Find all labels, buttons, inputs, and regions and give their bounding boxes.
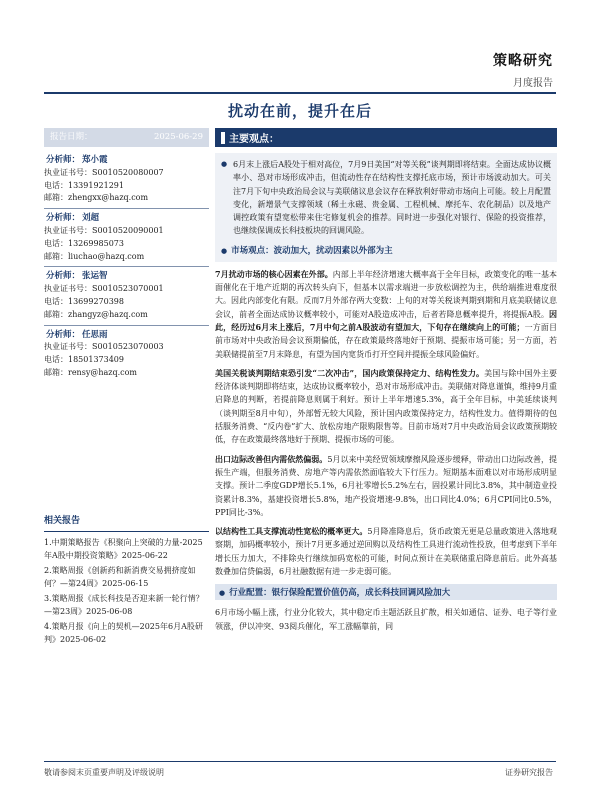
report-date-bar — [44, 128, 209, 147]
paragraph: 出口边际改善但内需依然偏弱。5月以来中美经贸领域摩擦风险逐步缓释，带动出口边际改善，提振生产端，但服务消费、房地产等内需依然面临较大下行压力。短期基本面难以对市场形成明显支撑。预计二季度GDP增长5.1%，6月社零增长5.2%左右，固投累计同比3.8%，其中制造业投资累计8.3%，基建投资增长5.8%，地产投资增速-9.8%，出口同比4.0%；6月CPI同比0.5%，PPI同比-3%。 — [215, 453, 558, 517]
related-report-item[interactable]: 3.策略周报《成长科技是否迎来新一轮行情？—第23周》2025-06-08 — [44, 594, 204, 616]
summary-text: ● 6月末上涨后A股处于相对高位，7月9日美国“对等关税”谈判期即将结束。全面达成协议概率小、恐对市场形成冲击，但流动性存在结构性支撑托底市场，预计市场波动加大。可关注7月下旬中央政治局会议与美联储议息会议存在释放利好带动市场向上可能。较上月配置变化，新增景气支撑领域（稀土永磁、贵金属、工程机械、摩托车、农化制品）以及地产调控政策有望宽松带来住宅修复机会的推荐。同时进一步强化对银行、保险的投资推荐，也继续保调成长科技板块的回调风险。 — [221, 158, 551, 238]
related-report-item[interactable]: 4.策略月报《向上的契机—2025年6月A股研判》2025-06-02 — [44, 622, 203, 644]
analyst-card — [44, 270, 209, 321]
main-content — [215, 128, 557, 633]
related-reports — [44, 515, 209, 648]
main-points-title: 主要观点： — [229, 134, 279, 145]
main-points-bar — [215, 128, 557, 147]
related-report-item[interactable]: 1.中期策略报告《积聚向上突破的力量-2025年A股中期投资策略》2025-06-22 — [44, 538, 203, 560]
summary-box — [215, 153, 557, 262]
paragraph-lead: 出口边际改善但内需依然偏弱。 — [215, 453, 328, 464]
paragraph: 美国关税谈判期结束恐引发“二次冲击”，国内政策保持定力、结构性发力。美国与除中国外主要经济体谈判期即将结束，达成协议概率较小，恐对市场形成冲击。美联储对降息谨慎，维持9月重启降息的判断，若提前降息则属于利好。预计上半年增速5.3%，高于全年目标，中美延续谈判（谈判期至8月中旬），外部暂无较大风险，预计国内政策保持定力，结构性发力。值得期待的包括服务消费、“反内卷”扩大、放松房地产限购限售等。目前市场对7月中央政治局会议政策预期较低，存在政策最终落地好于预期、提振市场的可能。 — [215, 367, 558, 445]
analyst-divider — [44, 266, 209, 267]
analyst-email[interactable]: 邮箱：liuchao@hazq.com — [44, 251, 145, 261]
related-report-item[interactable]: 2.策略周报《创新药和新消费交易拥挤度如何？—第24周》2025-06-15 — [44, 566, 196, 588]
report-date-value: 2025-06-29 — [153, 132, 203, 143]
analyst-name: 任思雨 — [82, 329, 108, 340]
footer-label: 证券研究报告 — [505, 768, 553, 777]
analyst-card — [44, 154, 209, 205]
analyst-license: 执业证书号：S0010523070001 — [44, 284, 164, 294]
footer-disclaimer: 敬请参阅末页重要声明及评级说明 — [44, 768, 164, 777]
analyst-label: 分析师： — [46, 329, 81, 340]
report-date-label: 报告日期： — [50, 132, 93, 143]
analyst-name: 郑小霞 — [82, 155, 108, 165]
analyst-license: 执业证书号：S0010520080007 — [44, 167, 164, 177]
section-heading: ● 行业配置：银行保险配置价值仍高，成长科技回调风险加大 — [215, 584, 557, 600]
analyst-phone: 电话：18501373409 — [44, 355, 124, 365]
analyst-license: 执业证书号：S0010520090001 — [44, 225, 164, 235]
report-category: 策略研究 — [493, 53, 553, 69]
analyst-card — [44, 329, 209, 380]
sidebar — [44, 128, 209, 380]
section-heading: ● 市场观点：波动加大，扰动因素以外部为主 — [221, 244, 551, 256]
related-divider — [44, 531, 209, 532]
analyst-label: 分析师： — [46, 213, 81, 224]
analyst-name: 刘超 — [82, 213, 100, 224]
analyst-card — [44, 212, 209, 263]
analyst-label: 分析师： — [46, 271, 81, 282]
header-divider — [44, 92, 556, 94]
analyst-phone: 电话：13269985073 — [44, 238, 124, 248]
paragraph: 7月扰动市场的核心因素在外部。内部上半年经济增速大概率高于全年目标，政策变化的唯一基本面催化在于地产近期的再次转头向下，但基本以需求端进一步放松调控为主，供给端推进难度很大。因此内部变化有限。反而7月外部存两大变数：上旬的对等关税谈判期到期和月底美联储议息会议，前者全面达成协议概率较小，可能对A股造成冲击，后者若降息概率提升，将提振A股。因此，经历过6月末上涨后，7月中旬之前A股波动有望加大，下旬存在继续向上的可能；一方面目前市场对中央政治局会议预期偏低，存在政策最终落地好于预期、提振市场可能；另一方面，若美联储提前至7月末降息，有望为国内宽货币打开空间并提振全球风险偏好。 — [215, 268, 558, 359]
analyst-phone: 电话：13699270398 — [44, 296, 124, 306]
footer-divider — [44, 761, 556, 762]
report-subtype: 月度报告 — [513, 78, 553, 89]
analyst-license: 执业证书号：S0010523070003 — [44, 342, 164, 352]
analyst-email[interactable]: 邮箱：zhangyz@hazq.com — [44, 309, 148, 319]
page-title: 扰动在前，提升在后 — [227, 102, 372, 120]
paragraph-lead: 美国关税谈判期结束恐引发“二次冲击”，国内政策保持定力、结构性发力。 — [215, 367, 485, 378]
analyst-divider — [44, 325, 209, 326]
related-reports-title: 相关报告 — [44, 516, 81, 526]
paragraph-lead: 以结构性工具支撑流动性宽松的概率更大。 — [215, 526, 368, 537]
analyst-email[interactable]: 邮箱：zhengxx@hazq.com — [44, 193, 149, 203]
paragraph: 6月市场小幅上涨，行业分化较大，其中稳定币主题活跃且扩散，相关如通信、证券、电子等行业领涨，伊以冲突、93阅兵催化，军工涨幅靠前，同 — [215, 608, 557, 631]
report-header — [493, 50, 553, 89]
bar-marker — [221, 132, 225, 144]
analyst-email[interactable]: 邮箱：rensy@hazq.com — [44, 367, 138, 377]
paragraph-lead: 因此，经历过6月末上涨后，7月中旬之前A股波动有望加大，下旬存在继续向上的可能； — [215, 308, 557, 332]
analyst-name: 张运智 — [82, 271, 108, 282]
analyst-label: 分析师： — [46, 155, 81, 165]
analyst-divider — [44, 208, 209, 209]
paragraph-lead: 7月扰动市场的核心因素在外部。 — [215, 268, 333, 279]
analyst-phone: 电话：13391921291 — [44, 180, 124, 190]
paragraph: 以结构性工具支撑流动性宽松的概率更大。5月降准降息后，货币政策无更是总量政策进入落地观察期，加码概率较小，预计7月更多通过逆回购以及结构性工具进行流动性投放，但考虑到下半年增长压力加大，不排除央行继续加码宽松的可能，时间点预计在美联储重启降息前后。此外高基数叠加信贷偏弱，6月社融数据有进一步走弱可能。 — [215, 526, 558, 577]
